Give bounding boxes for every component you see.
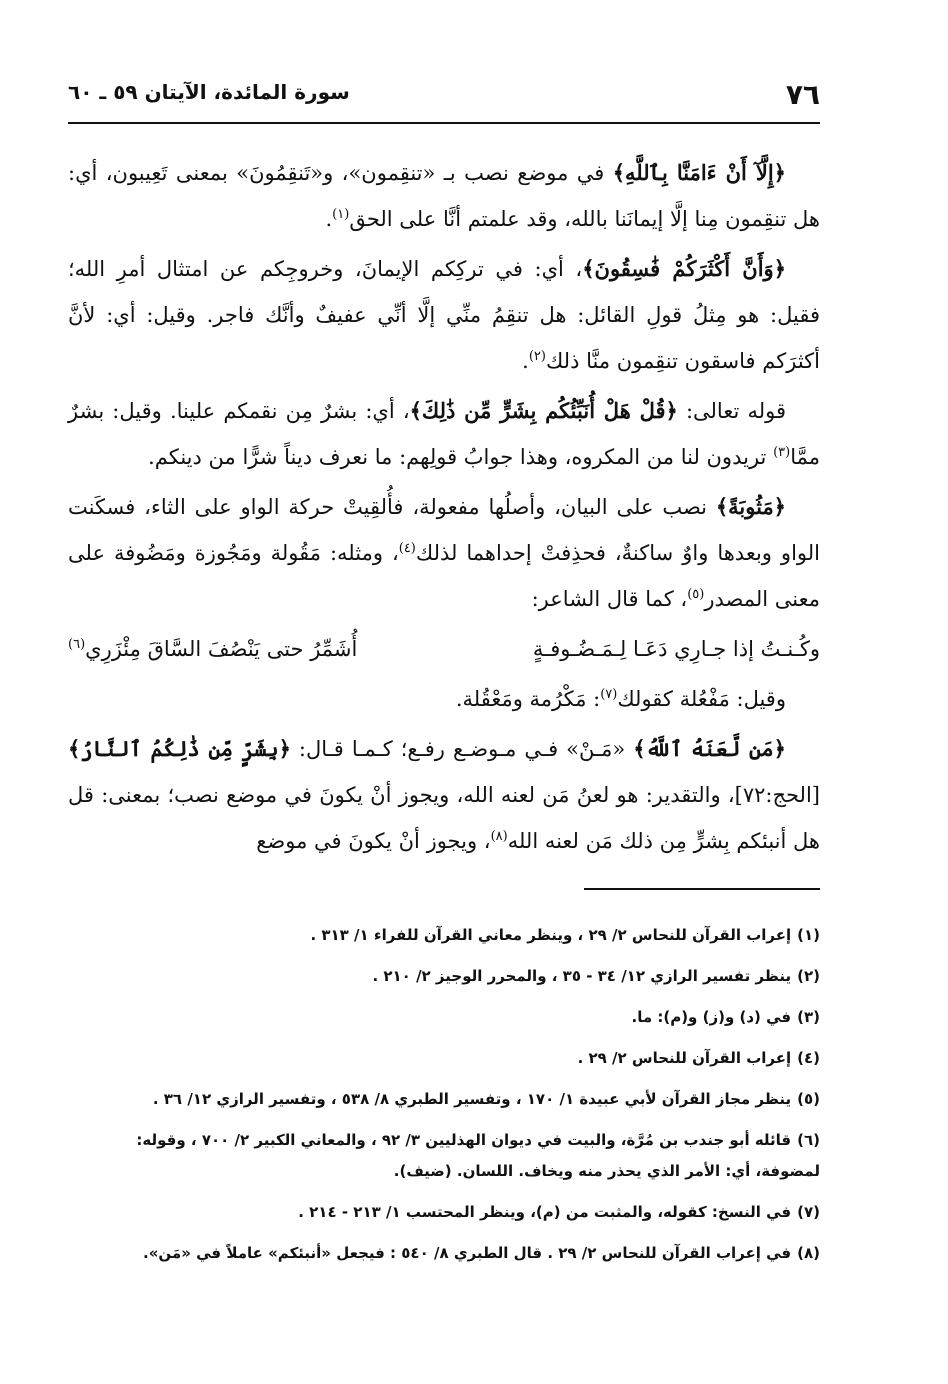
paragraph-3 <box>68 388 820 480</box>
paragraph-tail: تريدون لنا من المكروه، وهذا جوابُ قولِهم: ما نعرف ديناً شرًّا من دينكم. <box>148 445 774 469</box>
footnote-text: إعراب القرآن للنحاس ٢/ ٢٩ . <box>577 1049 792 1067</box>
quran-quote: ﴿مَن لَّعَنَهُ ٱللَّهُ﴾ <box>633 736 786 761</box>
paragraph-6 <box>68 726 820 864</box>
paragraph-tail: . <box>522 349 529 373</box>
footnote-text: إعراب القرآن للنحاس ٢/ ٢٩ ، وينظر معاني القرآن للفراء ١/ ٣١٣ . <box>310 926 792 944</box>
footnote-ref[interactable]: (٢) <box>528 349 546 364</box>
footnote-separator <box>584 888 820 890</box>
paragraph-text: نصب على البيان، وأصلُها مفعولة، فأُلقِيتْ حركة الواو على الثاء، فسكَنت الواو وبعدها واوٌ ساكنةٌ، فحذِفتْ إحداهما لذلك <box>68 495 820 565</box>
quran-quote: ﴿إِلَّآ أَنْ ءَامَنَّا بِٱللَّهِ﴾ <box>612 160 786 185</box>
footnote-number: (٦) <box>797 1131 820 1149</box>
paragraph-2 <box>68 246 820 384</box>
paragraph-text: وقيل: مَفْعُلة كقولك <box>617 687 786 711</box>
footnote-ref[interactable]: (٣) <box>773 445 791 460</box>
footnote-2 <box>68 961 820 992</box>
footnote-3 <box>68 1002 820 1033</box>
paragraph-lead: قوله تعالى: <box>677 399 786 423</box>
poem-first-hemistich: وكُـنـتُ إذا جـارِي دَعَـا لِـمَـضُـوفـةٍ <box>532 637 820 661</box>
footnote-number: (٥) <box>797 1090 820 1108</box>
paragraph-text-2: [الحج:٧٢]، والتقدير: هو لعنُ مَن لعنه الله، ويجوز أنْ يكونَ في موضع نصب؛ بمعنى: قل هل أنبئكم بِشرٍّ مِن ذلك مَن لعنه الله <box>68 783 820 853</box>
footnote-4 <box>68 1043 820 1074</box>
footnote-number: (٢) <box>797 967 820 985</box>
footnote-number: (١) <box>797 926 820 944</box>
footnote-text: في (د) و(ز) و(م): ما. <box>631 1008 792 1026</box>
footnote-text: ينظر مجاز القرآن لأبي عبيدة ١/ ١٧٠ ، وتفسير الطبري ٨/ ٥٣٨ ، وتفسير الرازي ١٢/ ٣٦ . <box>152 1090 792 1108</box>
footnote-text: في إعراب القرآن للنحاس ٢/ ٢٩ . قال الطبري ٨/ ٥٤٠ : فيجعل «أنبئكم» عاملاً في «مَن». <box>143 1244 792 1262</box>
footnote-ref[interactable]: (٧) <box>600 687 618 702</box>
footnote-ref[interactable]: (٦) <box>68 637 86 652</box>
paragraph-1 <box>68 150 820 242</box>
quran-quote: ﴿مَثُوبَةً﴾ <box>715 494 786 519</box>
paragraph-text: «مَـنْ» فـي مـوضـع رفـع؛ كـمـا قـال: <box>290 737 634 761</box>
paragraph-5 <box>68 676 820 722</box>
footnote-5 <box>68 1084 820 1115</box>
footnote-6 <box>68 1125 820 1187</box>
paragraph-tail: : مَكْرُمة ومَعْقُلة. <box>455 687 601 711</box>
page-header <box>68 72 820 124</box>
footnote-1 <box>68 920 820 951</box>
paragraph-text: في موضع نصب بـ «تنقِمون»، و«تَنقِمُونَ» بمعنى تَعِيبون، أي: هل تنقِمون مِنا إلَّا إيمانَنا بالله، وقد علمتم أنَّا على الحق <box>68 161 820 231</box>
paragraph-text: ، أي: في تركِكم الإيمانَ، وخروجِكم عن امتثال أمرِ الله؛ فقيل: هو مِثلُ قولِ القائل: هل تنقِمُ منِّي إلَّا أنِّي عفيفٌ وأنَّك فاجر. وقيل: أي: لأنَّ أكثرَكم فاسقون تنقِمون منَّا ذلك <box>68 257 820 373</box>
footnote-text: قائله أبو جندب بن مُرَّة، والبيت في ديوان الهذليين ٣/ ٩٢ ، والمعاني الكبير ٢/ ٧٠٠ ، وقوله: لمضوفة، أي: الأمر الذي يحذر منه ويخاف. اللسان. (ضيف). <box>136 1131 820 1180</box>
quran-quote-2: ﴿بِشَرٍّ مِّن ذَٰلِكُمُ ٱلنَّارُ﴾ <box>68 736 291 761</box>
footnotes <box>68 920 820 1279</box>
paragraph-4 <box>68 484 820 622</box>
paragraph-tail: . <box>325 207 333 231</box>
footnote-text: ينظر تفسير الرازي ١٢/ ٣٤ - ٣٥ ، والمحرر الوجيز ٢/ ٢١٠ . <box>372 967 792 985</box>
main-text <box>68 150 820 868</box>
poem-second-hemistich: أُشَمِّرُ حتى يَنْصُفَ السَّاقَ مِئْزَرِي <box>85 637 358 661</box>
footnote-number: (٣) <box>797 1008 820 1026</box>
footnote-number: (٧) <box>797 1203 820 1221</box>
footnote-number: (٨) <box>797 1244 820 1262</box>
paragraph-text: ، أي: بشرٌ مِن نقمكم علينا. وقيل: بشرٌ ممَّا <box>68 399 820 469</box>
footnote-ref[interactable]: (٨) <box>490 829 508 844</box>
quran-quote: ﴿قُلْ هَلْ أُنَبِّئُكُم بِشَرٍّ مِّن ذَٰلِكَ﴾ <box>409 398 678 423</box>
footnote-text: في النسخ: كقوله، والمثبت من (م)، وينظر المحتسب ١/ ٢١٣ - ٢١٤ . <box>298 1203 792 1221</box>
paragraph-tail: ، ويجوز أنْ يكونَ في موضع <box>256 829 491 853</box>
footnote-number: (٤) <box>797 1049 820 1067</box>
footnote-7 <box>68 1197 820 1228</box>
paragraph-tail: ، ومثله: مَقُولة ومَجُوزة ومَضُوفة على معنى المصدر <box>68 541 820 611</box>
poem-verse <box>68 626 820 672</box>
footnote-ref[interactable]: (٤) <box>398 541 416 556</box>
page-number: ٧٦ <box>785 78 820 111</box>
paragraph-tail-2: ، كما قال الشاعر: <box>531 587 688 611</box>
footnote-ref[interactable]: (٥) <box>687 587 705 602</box>
footnote-ref[interactable]: (١) <box>332 207 350 222</box>
quran-quote: ﴿وَأَنَّ أَكْثَرَكُمْ فَٰسِقُونَ﴾ <box>582 256 787 281</box>
running-title: سورة المائدة، الآيتان ٥٩ ـ ٦٠ <box>68 80 350 104</box>
footnote-8 <box>68 1238 820 1269</box>
